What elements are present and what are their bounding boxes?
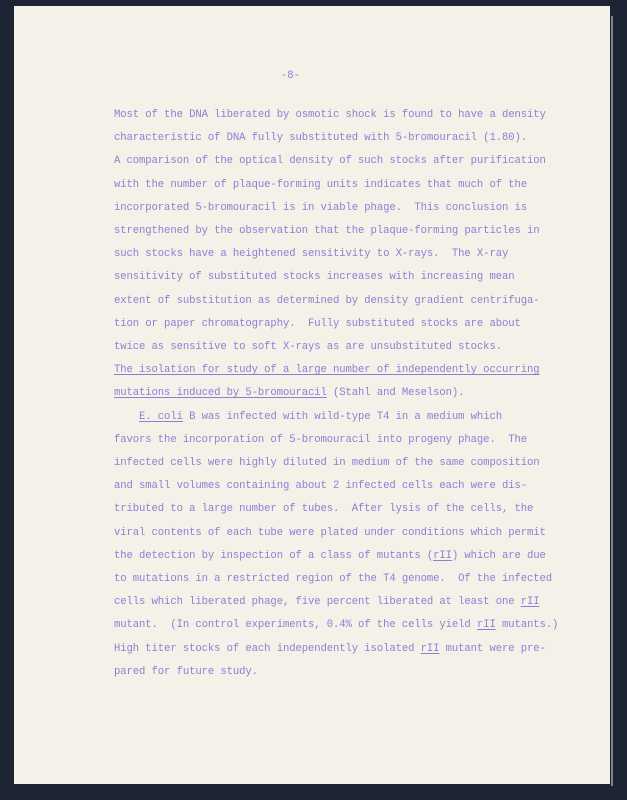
text-segment: tributed to a large number of tubes. After lysis of the cells, the [114,503,534,516]
text-line [114,409,502,425]
text-line [114,339,502,355]
text-line [114,130,527,146]
page-edge-line [611,16,613,786]
text-segment: favors the incorporation of 5-bromouracil into progeny phage. The [114,433,527,446]
underlined-text: rII [520,596,540,609]
text-segment: mutant. (In control experiments, 0.4% of the cells yield [114,619,477,632]
text-line [114,525,546,541]
text-segment: B was infected with wild-type T4 in a medium which [182,410,502,423]
text-line [114,617,558,633]
text-line [114,362,540,378]
text-segment: twice as sensitive to soft X-rays as are unsubstituted stocks. [114,341,502,353]
text-segment: cells which liberated phage, five percent liberated at least one [114,596,521,609]
text-segment: pared for future study. [114,665,258,678]
text-line [114,316,521,332]
text-line [114,548,546,564]
underlined-text: mutations induced by 5-bromouracil [114,387,327,400]
text-segment: viral contents of each tube were plated under conditions which permit [114,526,546,539]
text-segment: A comparison of the optical density of such stocks after purification [114,155,546,168]
text-segment: with the number of plaque-forming units indicates that much of the [114,178,527,191]
text-segment: infected cells were highly diluted in medium of the same composition [114,457,540,469]
text-segment: mutants.) [495,619,559,632]
text-segment: and small volumes containing about 2 infected cells each were dis- [114,480,527,493]
text-segment [114,411,139,423]
text-segment: tion or paper chromatography. Fully substituted stocks are about [114,317,521,330]
text-line [114,200,527,216]
text-line [114,293,540,309]
text-line [114,478,527,494]
text-segment: strengthened by the observation that the plaque-forming particles in [114,225,540,237]
text-line [114,153,546,169]
text-line [114,641,546,657]
text-line [114,246,508,262]
text-segment: to mutations in a restricted region of the T4 genome. Of the infected [114,573,553,585]
text-line [114,455,540,471]
text-line [114,501,533,517]
text-line [114,107,546,123]
text-segment: extent of substitution as determined by density gradient centrifuga- [114,294,540,307]
text-line [114,177,527,193]
page-number: -8- [281,70,300,82]
text-line [114,571,552,587]
text-segment: ) which are due [451,549,546,562]
text-line [114,269,514,285]
underlined-text: rII [420,642,440,655]
text-segment: (Stahl and Meselson). [326,387,465,400]
text-segment: such stocks have a heightened sensitivity to X-rays. The X-ray [114,248,509,261]
text-line [114,664,258,680]
text-line [114,432,527,448]
text-line [114,385,464,401]
underlined-text: rII [433,549,452,562]
text-segment: mutant were pre- [439,642,546,655]
text-line [114,223,540,239]
text-segment: High titer stocks of each independently isolated [114,642,421,655]
underlined-text: The isolation for study of a large number of independently occurring [114,364,540,377]
text-segment: the detection by inspection of a class of mutants ( [114,549,434,562]
underlined-text: E. coli [139,410,183,423]
text-segment: characteristic of DNA fully substituted with 5-bromouracil (1.80). [114,132,527,145]
text-line [114,594,540,610]
text-segment: Most of the DNA liberated by osmotic shock is found to have a density [114,109,546,121]
text-segment: incorporated 5-bromouracil is in viable phage. This conclusion is [114,201,527,214]
underlined-text: rII [476,619,496,632]
text-segment: sensitivity of substituted stocks increases with increasing mean [114,271,515,284]
